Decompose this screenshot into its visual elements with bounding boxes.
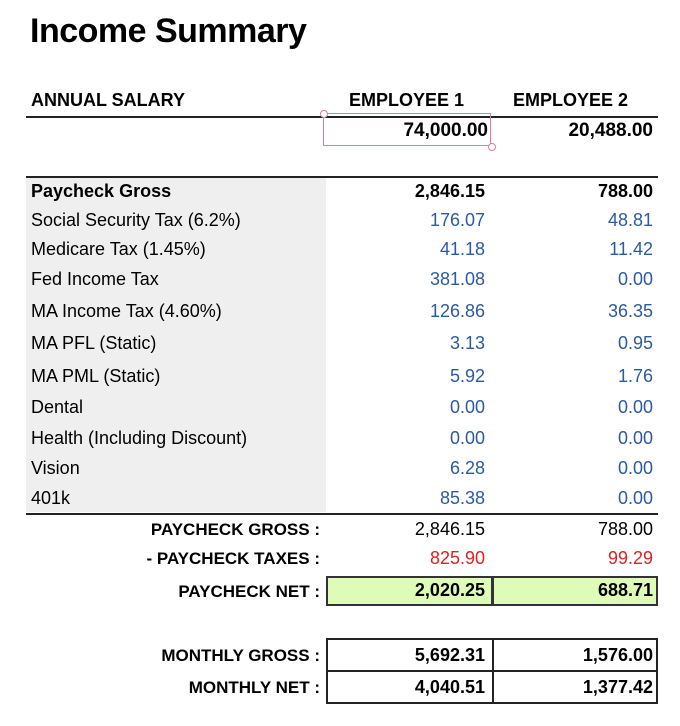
row-label: MA Income Tax (4.60%) <box>31 301 222 321</box>
monthly-net-label: MONTHLY NET : <box>188 678 320 697</box>
paycheck-gross-employee1[interactable]: 2,846.15 <box>414 519 485 539</box>
row-label: Social Security Tax (6.2%) <box>31 210 241 230</box>
selection-handle-top-left[interactable] <box>320 110 328 118</box>
row-value-employee1[interactable]: 6.28 <box>449 458 485 478</box>
row-value-employee2[interactable]: 0.00 <box>617 428 653 448</box>
annual-salary-header: ANNUAL SALARY <box>31 90 186 110</box>
row-value-employee1[interactable]: 41.18 <box>439 239 485 259</box>
employee1-header: EMPLOYEE 1 <box>349 90 465 110</box>
breakdown-bottom-divider <box>26 513 658 515</box>
paycheck-taxes-label: - PAYCHECK TAXES : <box>146 549 320 568</box>
row-label: Paycheck Gross <box>31 181 172 201</box>
row-value-employee1[interactable]: 2,846.15 <box>414 181 485 201</box>
row-value-employee2[interactable]: 11.42 <box>609 239 653 259</box>
paycheck-taxes-employee1[interactable]: 825.90 <box>429 548 485 568</box>
row-value-employee1[interactable]: 3.13 <box>449 333 485 353</box>
row-value-employee2[interactable]: 0.95 <box>617 333 653 353</box>
row-value-employee2[interactable]: 0.00 <box>617 488 653 508</box>
row-value-employee2[interactable]: 788.00 <box>597 181 653 201</box>
monthly-gross-employee1[interactable]: 5,692.31 <box>414 645 485 665</box>
row-label: MA PFL (Static) <box>31 333 157 353</box>
row-value-employee2[interactable]: 0.00 <box>617 397 653 417</box>
row-label: MA PML (Static) <box>31 366 161 386</box>
employee2-header: EMPLOYEE 2 <box>513 90 629 110</box>
monthly-gross-employee2[interactable]: 1,576.00 <box>582 645 653 665</box>
row-value-employee2[interactable]: 0.00 <box>617 458 653 478</box>
monthly-net-employee2[interactable]: 1,377.42 <box>582 677 653 697</box>
row-label: Health (Including Discount) <box>31 428 248 448</box>
row-value-employee2[interactable]: 36.35 <box>607 301 653 321</box>
paycheck-gross-employee2[interactable]: 788.00 <box>597 519 653 539</box>
row-label: Fed Income Tax <box>31 269 159 289</box>
row-value-employee1[interactable]: 0.00 <box>449 397 485 417</box>
paycheck-net-label: PAYCHECK NET : <box>178 582 320 601</box>
cell-selection-outline <box>323 113 491 146</box>
paycheck-gross-label: PAYCHECK GROSS : <box>150 520 320 539</box>
monthly-net-employee1[interactable]: 4,040.51 <box>414 677 485 697</box>
row-label: Dental <box>31 397 84 417</box>
monthly-col-divider <box>492 638 494 704</box>
row-value-employee1[interactable]: 126.86 <box>429 301 485 321</box>
paycheck-net-employee1: 2,020.25 <box>414 580 485 600</box>
row-value-employee1[interactable]: 85.38 <box>439 488 485 508</box>
row-value-employee1[interactable]: 5.92 <box>449 366 485 386</box>
row-label: 401k <box>31 488 71 508</box>
row-label: Vision <box>31 458 80 478</box>
row-value-employee2[interactable]: 48.81 <box>607 210 653 230</box>
row-label: Medicare Tax (1.45%) <box>31 239 206 259</box>
row-value-employee1[interactable]: 381.08 <box>429 269 485 289</box>
monthly-gross-label: MONTHLY GROSS : <box>161 646 320 665</box>
page-title: Income Summary <box>30 12 307 50</box>
paycheck-taxes-employee2[interactable]: 99.29 <box>607 548 653 568</box>
paycheck-net-employee2: 688.71 <box>597 580 653 600</box>
selection-handle-bottom-right[interactable] <box>488 143 496 151</box>
row-value-employee2[interactable]: 1.76 <box>617 366 653 386</box>
salary-cell-employee1[interactable]: 74,000.00 <box>403 120 488 141</box>
row-value-employee2[interactable]: 0.00 <box>617 269 653 289</box>
row-value-employee1[interactable]: 0.00 <box>449 428 485 448</box>
row-value-employee1[interactable]: 176.07 <box>429 210 485 230</box>
salary-cell-employee2[interactable]: 20,488.00 <box>568 120 653 141</box>
